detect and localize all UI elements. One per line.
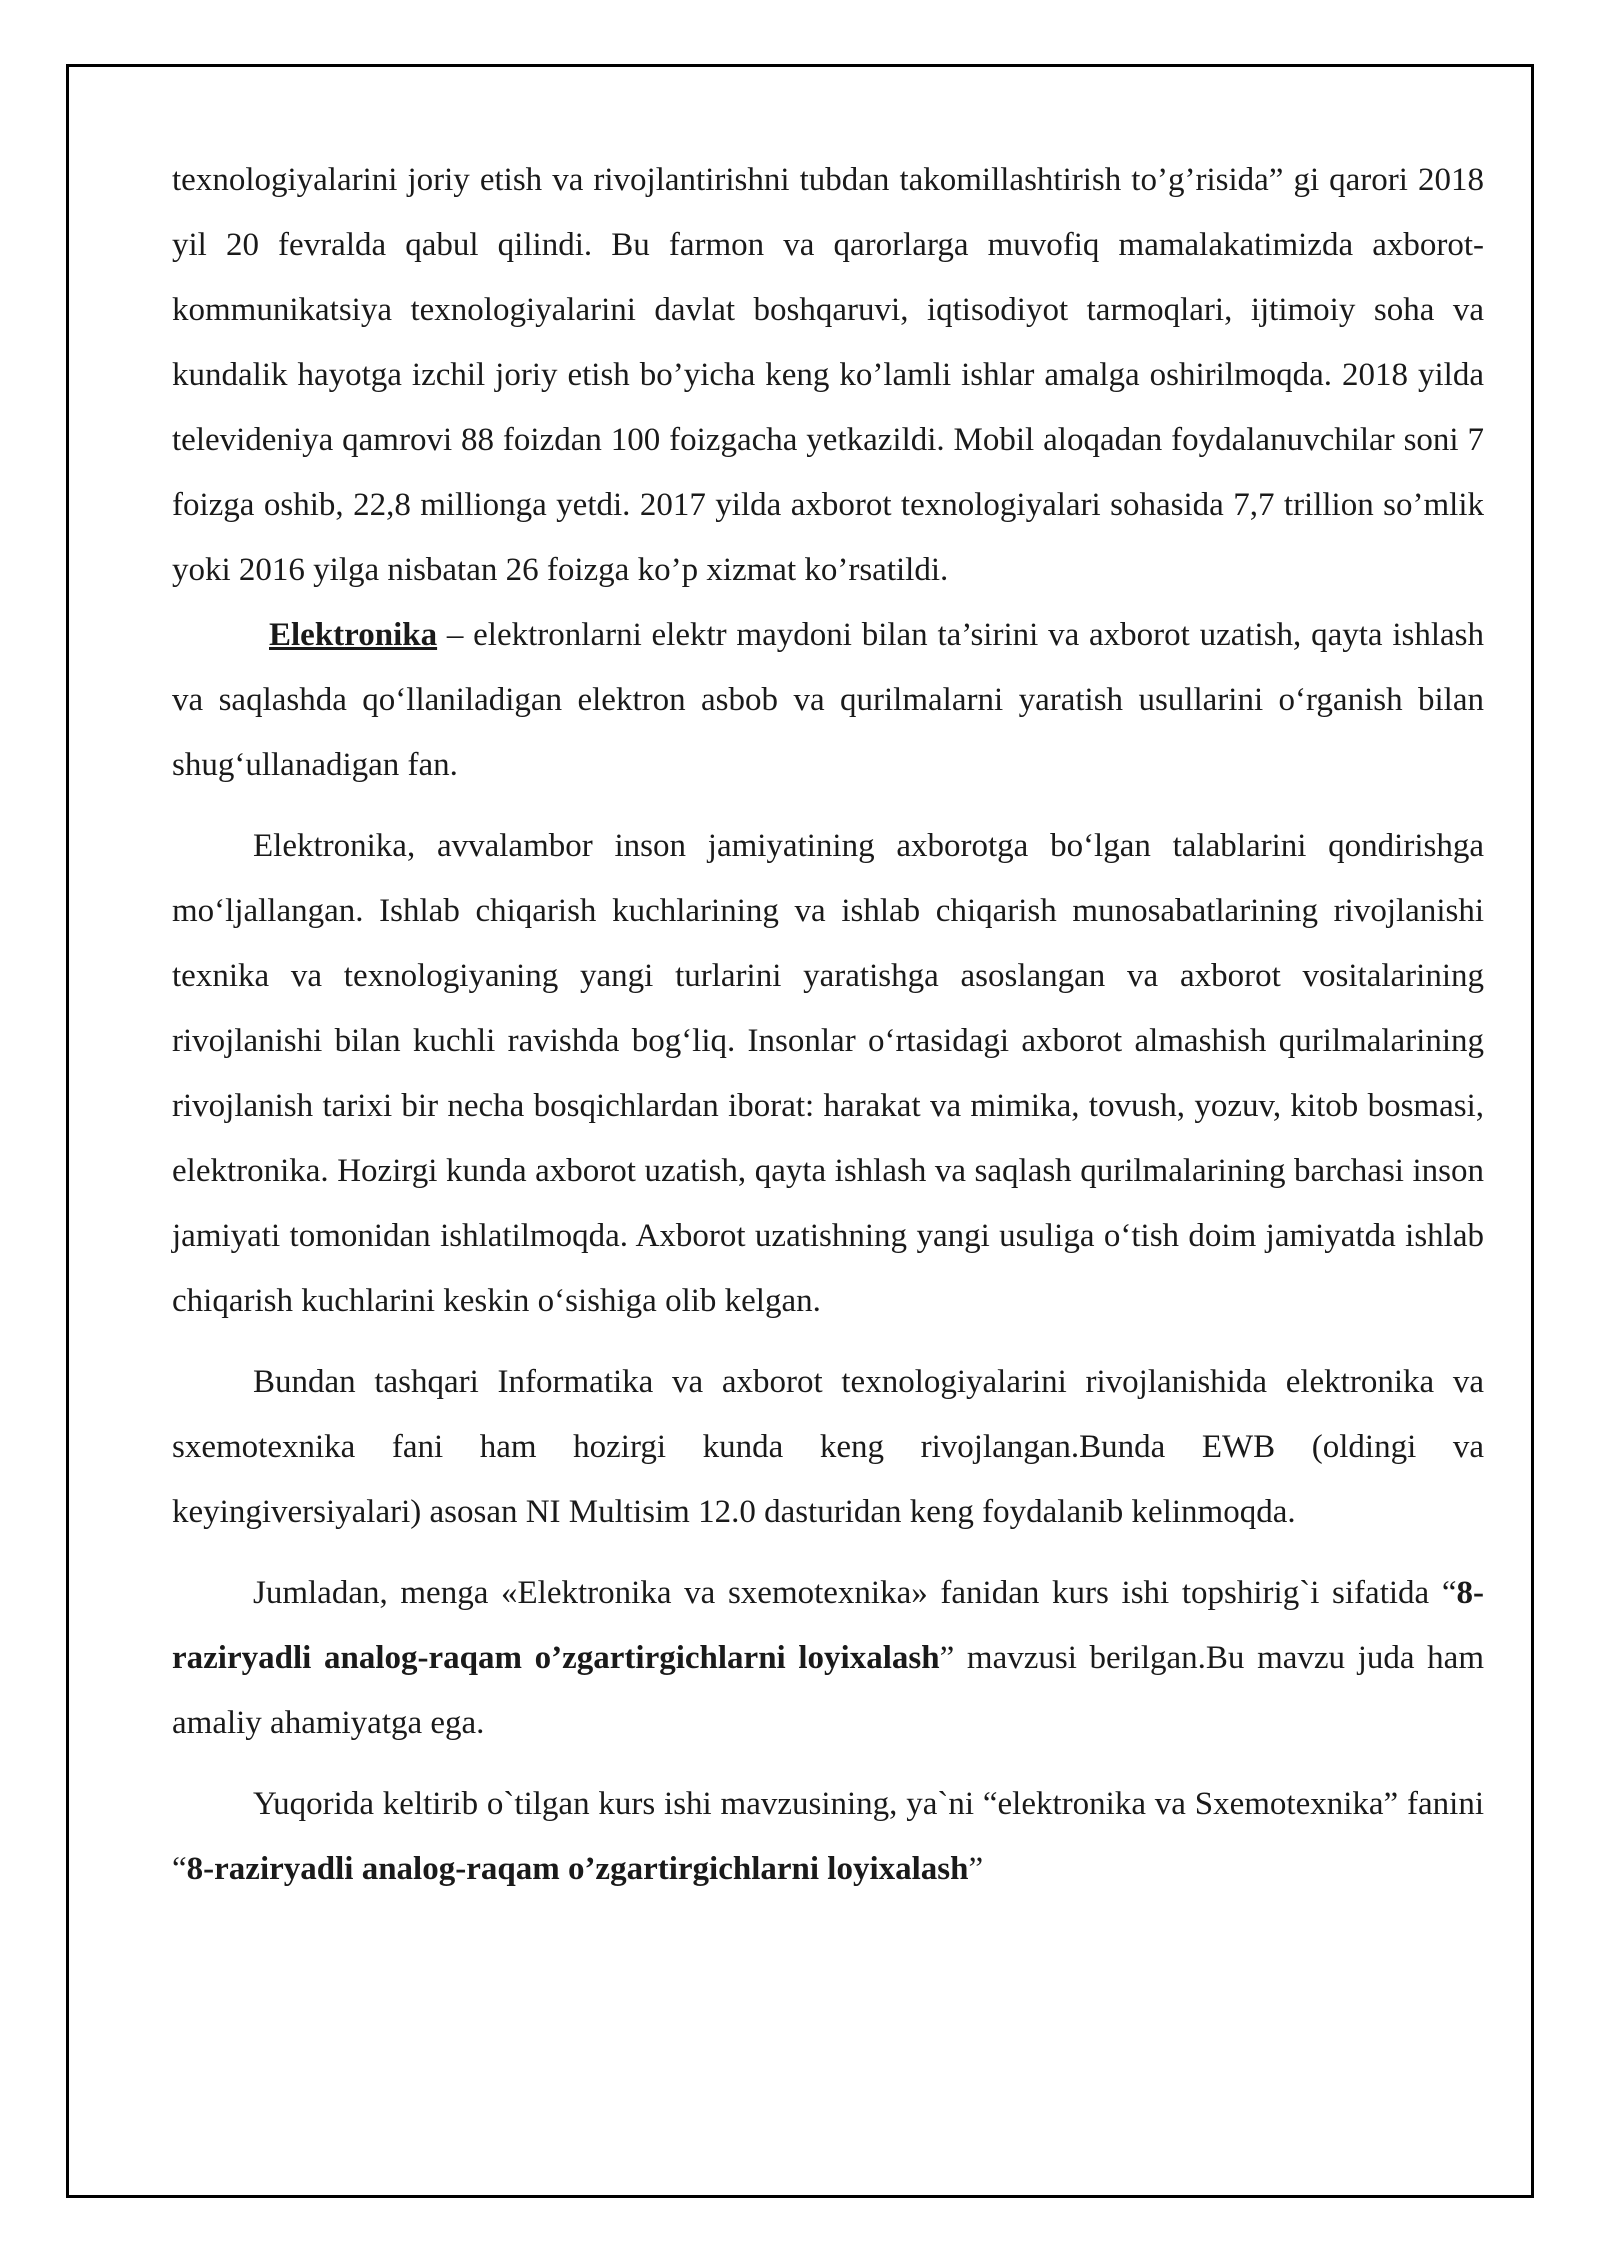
- paragraph-6-text-a: Yuqorida keltirib o`tilgan kurs ishi mavzusining, ya`ni “elektronika va Sxemotexnika” fanini “: [172, 1786, 1484, 1887]
- paragraph-5-text-a: Jumladan, menga «Elektronika va sxemotexnika» fanidan kurs ishi topshirig`i sifatida “: [253, 1575, 1457, 1611]
- paragraph-1: texnologiyalarini joriy etish va rivojlantirishni tubdan takomillashtirish to’g’risida” gi qarori 2018 yil 20 fevralda qabul qilindi. Bu farmon va qarorlarga muvofiq mamalakatimizda axborot-kommunikatsiya texnologiyalarini davlat boshqaruvi, iqtisodiyot tarmoqlari, ijtimoiy soha va kundalik hayotga izchil joriy etish bo’yicha keng ko’lamli ishlar amalga oshirilmoqda. 2018 yilda televideniya qamrovi 88 foizdan 100 foizgacha yetkazildi. Mobil aloqadan foydalanuvchilar soni 7 foizga oshib, 22,8 millionga yetdi. 2017 yilda axborot texnologiyalari sohasida 7,7 trillion so’mlik yoki 2016 yilga nisbatan 26 foizga ko’p xizmat ko’rsatildi.: [172, 162, 1484, 588]
- paragraph-5-topic: 8-raziryadli analog-raqam o’zgartirgichlarni loyixalash: [172, 1575, 1484, 1676]
- paragraph-6-text-b: ”: [968, 1851, 984, 1887]
- paragraph-4: Bundan tashqari Informatika va axborot texnologiyalarini rivojlanishida elektronika va sxemotexnika fani ham hozirgi kunda keng rivojlangan.Bunda EWB (oldingi va keyingiversiyalari) asosan NI Multisim 12.0 dasturidan keng foydalanib kelinmoqda.: [172, 1364, 1484, 1530]
- document-body: [172, 148, 1484, 1902]
- paragraph-5-text-b: ” mavzusi berilgan.Bu mavzu juda ham amaliy ahamiyatga ega.: [172, 1640, 1484, 1741]
- paragraph-5: [172, 1561, 1484, 1756]
- term-elektronika: Elektronika: [269, 617, 438, 653]
- paragraph-3: Elektronika, avvalambor inson jamiyatining axborotga bo‘lgan talablarini qondirishga mo‘ljallangan. Ishlab chiqarish kuchlarining va ishlab chiqarish munosabatlarining rivojlanishi texnika va texnologiyaning yangi turlarini yaratishga asoslangan va axborot vositalarining rivojlanishi bilan kuchli ravishda bog‘liq. Insonlar o‘rtasidagi axborot almashish qurilmalarining rivojlanish tarixi bir necha bosqichlardan iborat: harakat va mimika, tovush, yozuv, kitob bosmasi, elektronika. Hozirgi kunda axborot uzatish, qayta ishlash va saqlash qurilmalarining barchasi inson jamiyati tomonidan ishlatilmoqda. Axborot uzatishning yangi usuliga o‘tish doim jamiyatda ishlab chiqarish kuchlarini keskin o‘sishiga olib kelgan.: [172, 828, 1484, 1319]
- paragraph-6-topic: 8-raziryadli analog-raqam o’zgartirgichlarni loyixalash: [186, 1851, 969, 1887]
- paragraph-6: [172, 1772, 1484, 1902]
- paragraph-2-text: – elektronlarni elektr maydoni bilan ta’sirini va axborot uzatish, qayta ishlash va saqlashda qo‘llaniladigan elektron asbob va qurilmalarni yaratish usullarini o‘rganish bilan shug‘ullanadigan fan.: [172, 617, 1484, 783]
- paragraph-2: [172, 603, 1484, 798]
